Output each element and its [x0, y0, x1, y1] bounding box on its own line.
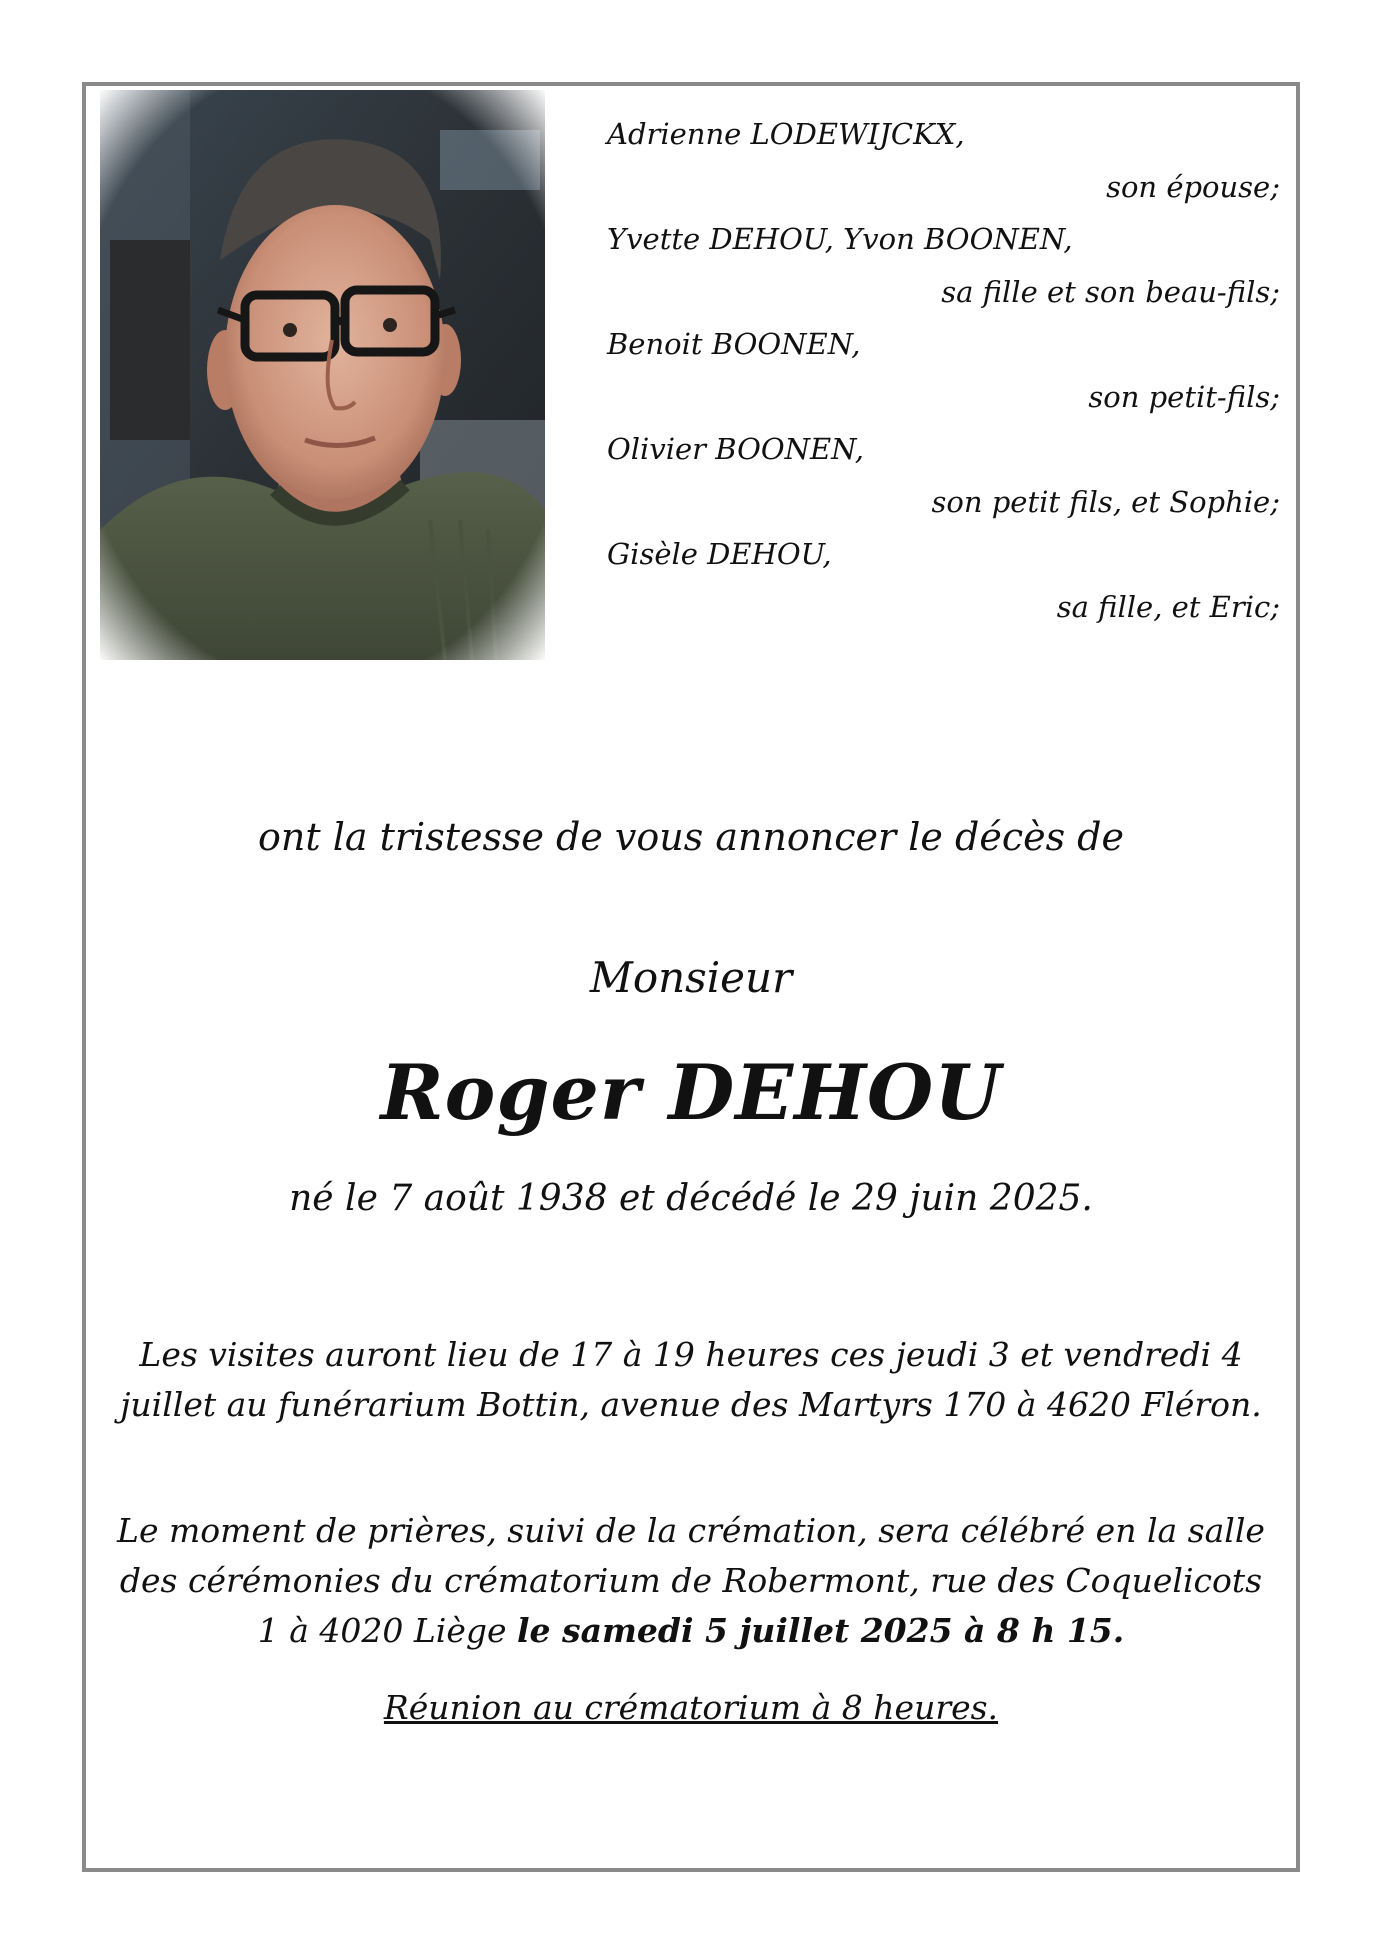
- visits-paragraph: Les visites auront lieu de 17 à 19 heures ces jeudi 3 et vendredi 4 juillet au funérarium Bottin, avenue des Martyrs 170 à 4620 Fléron.: [120, 1335, 1262, 1424]
- ceremony-paragraph: [110, 1506, 1272, 1656]
- deceased-name: Roger DEHOU: [380, 1048, 1002, 1137]
- family-relation: son petit-fils;: [1088, 379, 1280, 414]
- family-relation: son petit fils, et Sophie;: [931, 484, 1280, 519]
- family-relation: son épouse;: [1106, 169, 1280, 204]
- ceremony-text: Le moment de prières, suivi de la crémation, sera célébré en la salle des cérémonies du crématorium de Robermont, rue des Coquelicots 1 à 4020 Liège: [117, 1511, 1265, 1650]
- birth-death-dates: né le 7 août 1938 et décédé le 29 juin 2025.: [289, 1178, 1093, 1219]
- announcement-text: ont la tristesse de vous annoncer le décès de: [258, 815, 1124, 859]
- family-member-name: Olivier BOONEN,: [607, 432, 864, 466]
- honorific-title: Monsieur: [589, 953, 793, 1002]
- portrait-photo: [100, 90, 545, 660]
- family-list: [607, 108, 1280, 633]
- family-member-name: Gisèle DEHOU,: [607, 537, 832, 571]
- family-member-name: Yvette DEHOU, Yvon BOONEN,: [607, 222, 1073, 256]
- ceremony-datetime: le samedi 5 juillet 2025 à 8 h 15.: [517, 1611, 1125, 1650]
- family-member-name: Benoit BOONEN,: [607, 327, 861, 361]
- family-member-name: Adrienne LODEWIJCKX,: [607, 117, 965, 151]
- family-relation: sa fille, et Eric;: [1056, 589, 1280, 624]
- reunion-note: Réunion au crématorium à 8 heures.: [383, 1688, 999, 1727]
- family-relation: sa fille et son beau-fils;: [941, 274, 1280, 309]
